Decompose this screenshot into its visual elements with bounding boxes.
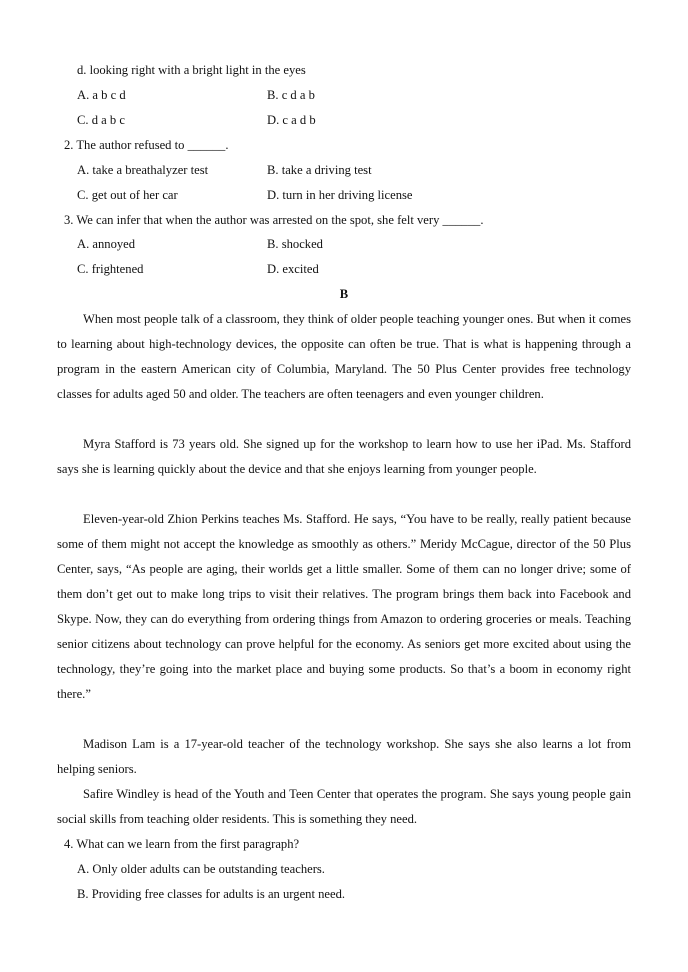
q3-choice-b: B. shocked [267,237,323,251]
q4-choice-a: A. Only older adults can be outstanding teachers. [77,862,325,876]
q4-choice-b: B. Providing free classes for adults is an urgent need. [77,887,346,901]
q3-choice-a: A. annoyed [77,237,136,251]
q1-choice-d: D. c a d b [267,113,316,127]
q2-choice-d: D. turn in her driving license [267,188,413,202]
passage-paragraph-5: Safire Windley is head of the Youth and Teen Center that operates the program. She says young people gain social skills from teaching older residents. This is something they need. [57,787,631,826]
q2-choice-c: C. get out of her car [77,188,178,202]
passage-paragraph-1: When most people talk of a classroom, they think of older people teaching younger ones. But when it comes to learning about high-technology devices, the opposite can often be true. That is what is happening through a program in the eastern American city of Columbia, Maryland. The 50 Plus Center provides free technology classes for adults aged 50 and older. The teachers are often teenagers and even younger children. [57,312,631,401]
q2-stem: 2. The author refused to ______. [64,138,229,152]
q1-choice-b: B. c d a b [267,88,315,102]
q1-choice-c: C. d a b c [77,113,125,127]
section-b-title: B [339,287,349,301]
q4-stem: 4. What can we learn from the first paragraph? [64,837,300,851]
q3-choice-d: D. excited [267,262,319,276]
passage-paragraph-3: Eleven-year-old Zhion Perkins teaches Ms. Stafford. He says, “You have to be really, really patient because some of them might not accept the knowledge as smoothly as others.” Meridy McCague, director of the 50 Plus Center, says, “As people are aging, their worlds get a little smaller. Some of them can no longer drive; some of them don’t get out to make long trips to visit their relatives. The program brings them back into Facebook and Skype. Now, they can do everything from ordering things from Amazon to ordering groceries or meals. Teaching senior citizens about technology can prove helpful for the economy. As seniors get more excited about using the technology, they’re going into the market place and buying some products. So that’s a boom in economy right there.” [57,512,631,701]
q1-option-d-text: d. looking right with a bright light in the eyes [77,63,306,77]
q1-choice-a: A. a b c d [77,88,126,102]
q2-choice-a: A. take a breathalyzer test [77,163,209,177]
q3-choice-c: C. frightened [77,262,144,276]
q3-stem: 3. We can infer that when the author was arrested on the spot, she felt very ______. [64,213,484,227]
q2-choice-b: B. take a driving test [267,163,372,177]
passage-paragraph-4: Madison Lam is a 17-year-old teacher of the technology workshop. She says she also learns a lot from helping seniors. [57,737,631,776]
passage-paragraph-2: Myra Stafford is 73 years old. She signed up for the workshop to learn how to use her iPad. Ms. Stafford says she is learning quickly about the device and that she enjoys learning from younger people. [57,437,631,476]
